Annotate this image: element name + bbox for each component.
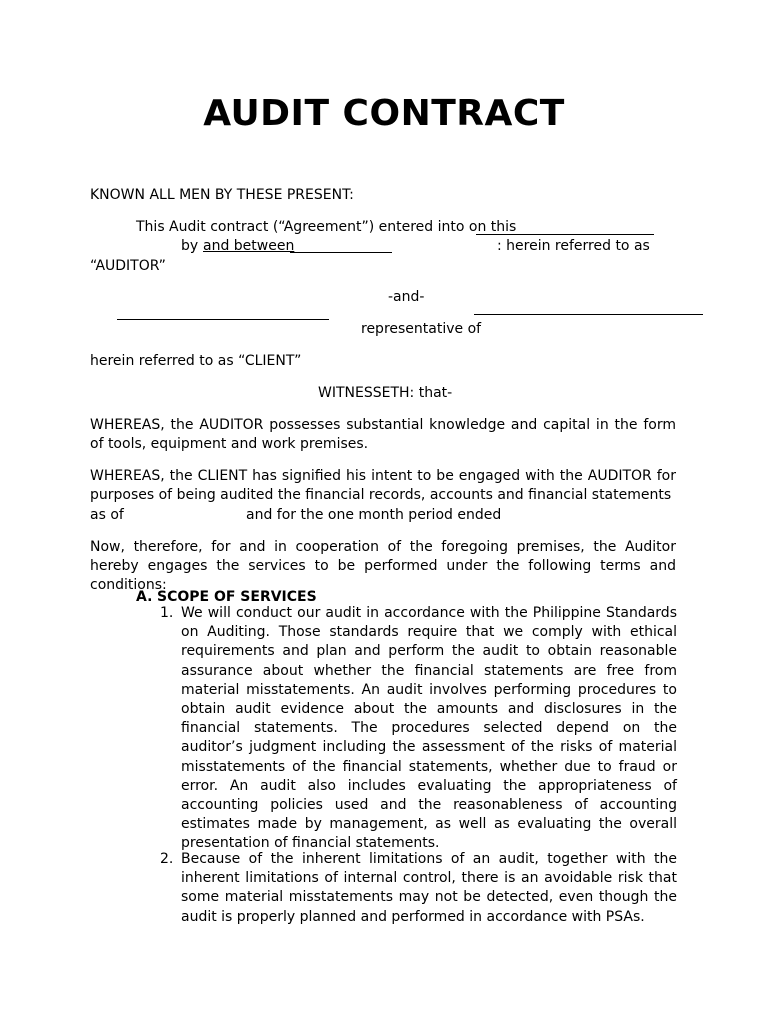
client-blank-line — [117, 319, 329, 320]
auditor-label: “AUDITOR” — [90, 258, 166, 274]
section-a-heading: SCOPE OF SERVICES — [157, 589, 317, 605]
intro-by: by — [181, 238, 199, 254]
intro-line-1: This Audit contract (“Agreement”) entered into on this — [136, 219, 517, 235]
intro-and-between: and between — [203, 238, 295, 254]
witnesseth: WITNESSETH: that- — [318, 385, 453, 401]
date-blank-line — [476, 234, 654, 235]
list-item-2-text: Because of the inherent limitations of an audit, together with the inherent limitations of internal control, there is an avoidable risk that some material misstatements may not be detected, even though the audit is properly planned and performed in accordance with PSAs. — [181, 851, 677, 925]
auditor-blank-line — [290, 252, 392, 253]
representative-of: representative of — [361, 321, 482, 337]
intro-herein-referred: : herein referred to as — [497, 238, 650, 254]
therefore-paragraph: Now, therefore, for and in cooperation of the foregoing premises, the Auditor hereby engages the services to be performed under the following terms and conditions: — [90, 539, 676, 594]
salutation: KNOWN ALL MEN BY THESE PRESENT: — [90, 187, 354, 203]
list-item-2-number: 2. — [160, 851, 174, 867]
client-name-blank-line — [474, 314, 703, 315]
list-item-1-text: We will conduct our audit in accordance with the Philippine Standards on Auditing. Those standards require that we comply with ethical requirements and plan and perform the audit to obtain reasonable assurance about whether the financial statements are free from material misstatements. An audit involves performing procedures to obtain audit evidence about the amounts and disclosures in the financial statements. The procedures selected depend on the auditor’s judgment including the assessment of the risks of material misstatements of the financial statements, whether due to fraud or error. An audit also includes evaluating the appropriateness of accounting policies used and the reasonableness of accounting estimates made by management, as well as evaluating the overall presentation of financial statements. — [181, 605, 677, 852]
section-a-letter: A. — [136, 589, 153, 605]
as-of-label: as of — [90, 507, 124, 523]
client-label: herein referred to as “CLIENT” — [90, 353, 302, 369]
list-item-1-number: 1. — [160, 605, 174, 621]
whereas-paragraph-1: WHEREAS, the AUDITOR possesses substantial knowledge and capital in the form of tools, equipment and work premises. — [90, 417, 676, 453]
whereas-paragraph-2: WHEREAS, the CLIENT has signified his intent to be engaged with the AUDITOR for purposes of being audited the financial records, accounts and financial statements — [90, 468, 676, 504]
document-title: AUDIT CONTRACT — [203, 93, 565, 134]
and-separator: -and- — [388, 289, 425, 305]
period-ended-label: and for the one month period ended — [246, 507, 502, 523]
